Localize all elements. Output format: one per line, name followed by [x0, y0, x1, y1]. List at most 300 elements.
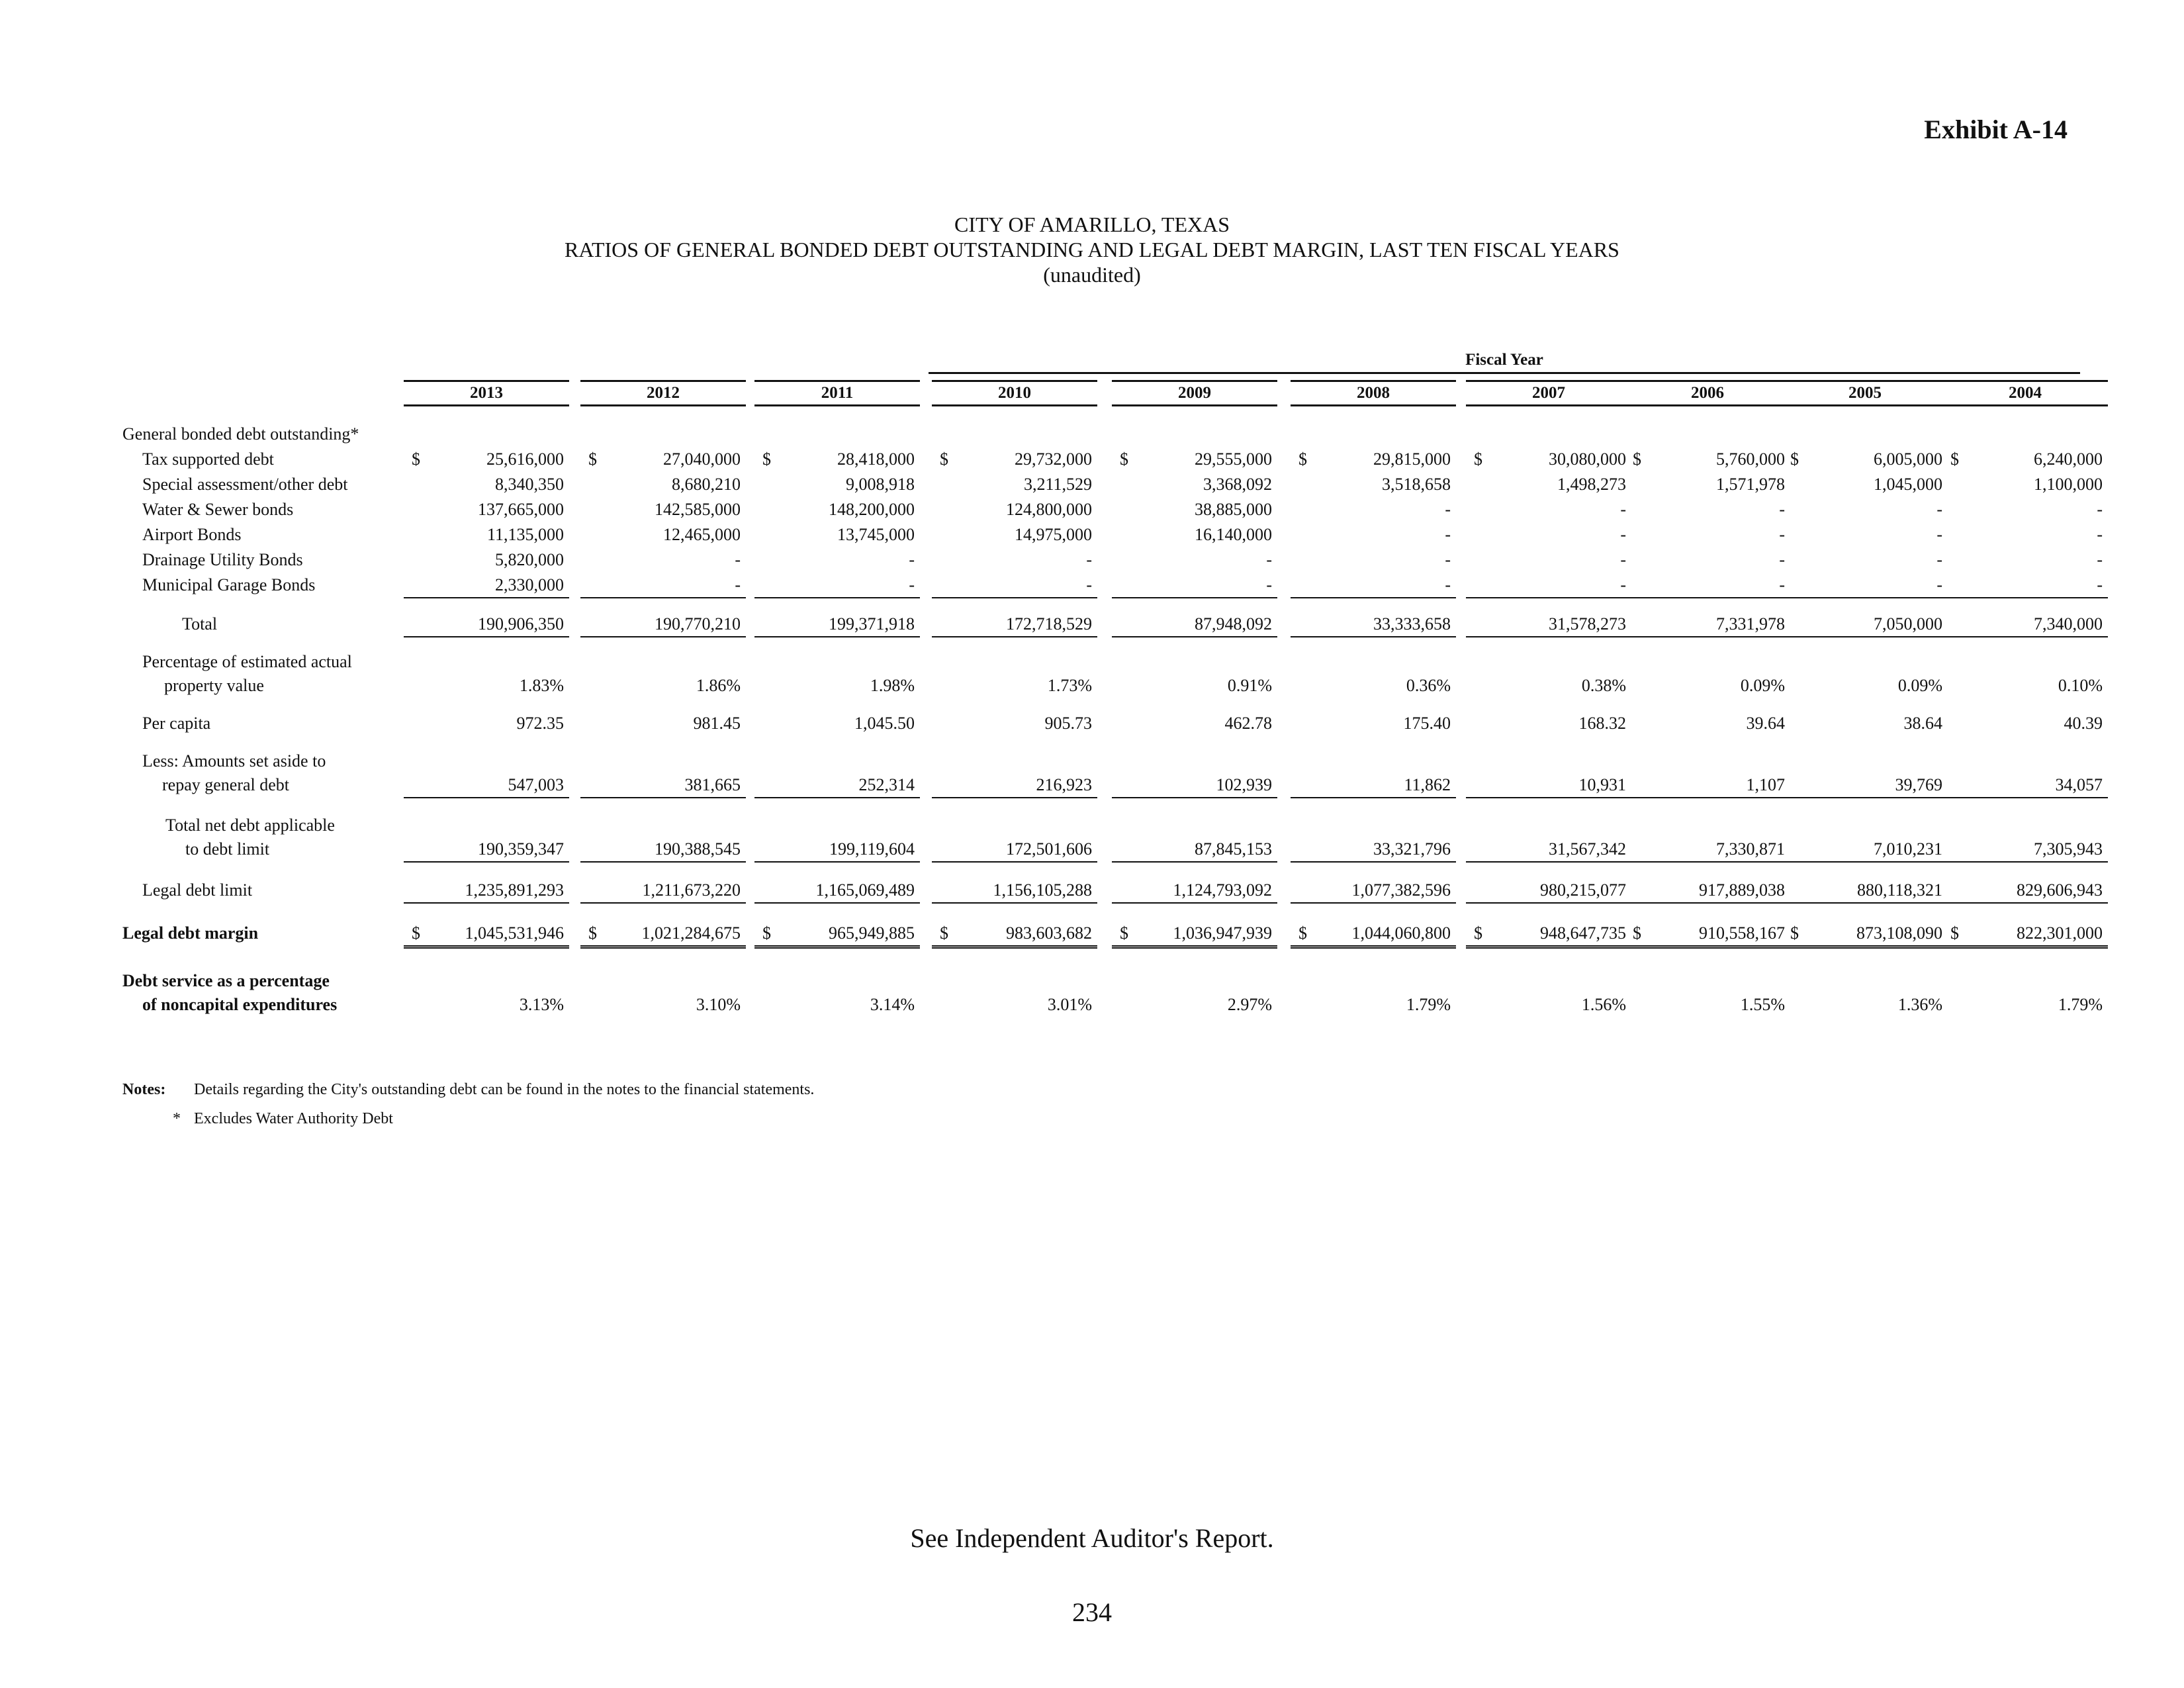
cell-value: 190,770,210 [655, 614, 741, 633]
cell-value: 27,040,000 [663, 449, 741, 469]
year-header-2004: 2004 [1942, 380, 2108, 406]
table-cell [1291, 837, 1456, 863]
auditor-report-footer: See Independent Auditor's Report. [910, 1523, 1274, 1553]
table-cell [1112, 498, 1277, 522]
cell-value: 87,845,153 [1195, 839, 1272, 859]
cell-value: 983,603,682 [1006, 923, 1092, 943]
cell-value: 910,558,167 [1699, 923, 1785, 943]
cell-value: - [1779, 500, 1785, 519]
cell-value: 13,745,000 [837, 525, 915, 544]
table-cell [404, 837, 569, 863]
table-cell [932, 447, 1097, 471]
row-label-1: Special assessment/other debt [142, 475, 348, 494]
table-cell [1782, 773, 1948, 798]
table-cell [580, 921, 746, 949]
dollar-sign: $ [1950, 923, 1959, 943]
cell-value: 0.91% [1227, 676, 1272, 695]
row-label-13-line2: of noncapital expenditures [142, 995, 338, 1014]
table-cell [1942, 921, 2108, 949]
year-header-2012: 2012 [580, 380, 746, 406]
table-cell [1291, 921, 1456, 949]
cell-value: 7,340,000 [2034, 614, 2103, 633]
table-cell [1782, 473, 1948, 496]
cell-value: - [1936, 550, 1942, 569]
row-label-13-line1: Debt service as a percentage [122, 971, 330, 990]
row-label-10-line1: Total net debt applicable [165, 816, 335, 835]
cell-value: 1.83% [519, 676, 564, 695]
cell-value: 11,862 [1404, 775, 1451, 794]
cell-value: 880,118,321 [1856, 880, 1942, 900]
cell-value: 199,371,918 [829, 614, 915, 633]
fiscal-year-rule [929, 372, 2080, 374]
table-cell [1466, 878, 1631, 904]
cell-value: 1.73% [1047, 676, 1092, 695]
cell-value: 2,330,000 [495, 575, 564, 594]
table-cell [1291, 473, 1456, 496]
year-header-2011: 2011 [754, 380, 920, 406]
cell-value: 1,021,284,675 [641, 923, 741, 943]
cell-value: 148,200,000 [829, 500, 915, 519]
table-cell [932, 773, 1097, 798]
row-label-0: Tax supported debt [142, 449, 274, 469]
table-cell [1112, 712, 1277, 735]
table-cell [932, 573, 1097, 598]
table-cell [1942, 498, 2108, 522]
cell-value: 1,045,531,946 [465, 923, 564, 943]
cell-value: 172,718,529 [1006, 614, 1092, 633]
row-label-6: Total [182, 614, 218, 633]
table-cell [1291, 712, 1456, 735]
row-label-8: Per capita [142, 714, 211, 733]
table-cell [1782, 612, 1948, 637]
cell-value: - [1445, 575, 1451, 594]
table-cell [1112, 523, 1277, 547]
cell-value: 142,585,000 [655, 500, 741, 519]
cell-value: 38,885,000 [1195, 500, 1272, 519]
cell-value: - [1936, 575, 1942, 594]
table-cell [1466, 498, 1631, 522]
table-cell [1625, 921, 1790, 949]
cell-value: 0.10% [2058, 676, 2103, 695]
dollar-sign: $ [588, 923, 597, 943]
cell-value: 29,815,000 [1373, 449, 1451, 469]
cell-value: - [909, 575, 915, 594]
cell-value: 0.09% [1740, 676, 1785, 695]
cell-value: 462.78 [1224, 714, 1272, 733]
cell-value: 547,003 [508, 775, 564, 794]
cell-value: 31,567,342 [1549, 839, 1626, 859]
table-cell [1942, 612, 2108, 637]
table-cell [1625, 712, 1790, 735]
table-cell [1112, 473, 1277, 496]
table-cell [754, 612, 920, 637]
cell-value: 980,215,077 [1540, 880, 1626, 900]
cell-value: - [735, 550, 741, 569]
table-cell [754, 447, 920, 471]
table-cell [580, 993, 746, 1017]
section-label-general-bonded-debt: General bonded debt outstanding* [122, 424, 359, 444]
cell-value: 0.36% [1406, 676, 1451, 695]
table-cell [1112, 612, 1277, 637]
dollar-sign: $ [588, 449, 597, 469]
cell-value: 14,975,000 [1015, 525, 1092, 544]
dollar-sign: $ [1790, 449, 1799, 469]
table-cell [1782, 498, 1948, 522]
table-cell [1466, 993, 1631, 1017]
table-cell [1782, 878, 1948, 904]
table-cell [1782, 523, 1948, 547]
table-cell [754, 573, 920, 598]
cell-value: 1.79% [2058, 995, 2103, 1014]
table-cell [1625, 523, 1790, 547]
table-cell [1625, 674, 1790, 698]
table-cell [1782, 993, 1948, 1017]
cell-value: 172,501,606 [1006, 839, 1092, 859]
cell-value: 34,057 [2055, 775, 2103, 794]
table-cell [1782, 712, 1948, 735]
table-cell [1782, 921, 1948, 949]
cell-value: 1,045.50 [854, 714, 915, 733]
table-cell [1782, 573, 1948, 598]
row-label-7-line2: property value [164, 676, 264, 695]
table-cell [1942, 523, 2108, 547]
page-number: 234 [1072, 1597, 1112, 1627]
table-cell [404, 498, 569, 522]
report-title-block [0, 212, 2184, 287]
table-cell [404, 878, 569, 904]
table-cell [1112, 447, 1277, 471]
dollar-sign: $ [762, 923, 771, 943]
cell-value: 829,606,943 [2017, 880, 2103, 900]
year-header-2010: 2010 [932, 380, 1097, 406]
table-cell [1466, 523, 1631, 547]
cell-value: 124,800,000 [1006, 500, 1092, 519]
cell-value: 972.35 [516, 714, 564, 733]
cell-value: 1,235,891,293 [465, 880, 564, 900]
year-header-2007: 2007 [1466, 380, 1631, 406]
cell-value: 822,301,000 [2017, 923, 2103, 943]
cell-value: - [1620, 550, 1626, 569]
table-cell [1625, 612, 1790, 637]
cell-value: 190,359,347 [478, 839, 564, 859]
cell-value: 3,518,658 [1382, 475, 1451, 494]
cell-value: 3.10% [696, 995, 741, 1014]
year-header-2009: 2009 [1112, 380, 1277, 406]
cell-value: - [1779, 550, 1785, 569]
table-cell [754, 498, 920, 522]
cell-value: - [1936, 500, 1942, 519]
cell-value: 1.56% [1581, 995, 1626, 1014]
table-cell [1942, 878, 2108, 904]
cell-value: 38.64 [1903, 714, 1942, 733]
cell-value: 5,760,000 [1716, 449, 1785, 469]
row-label-12: Legal debt margin [122, 923, 259, 943]
dollar-sign: $ [412, 923, 420, 943]
table-cell [932, 612, 1097, 637]
row-label-5: Municipal Garage Bonds [142, 575, 316, 594]
cell-value: 199,119,604 [829, 839, 915, 859]
dollar-sign: $ [1298, 923, 1307, 943]
cell-value: - [1086, 575, 1092, 594]
cell-value: 39,769 [1895, 775, 1942, 794]
table-cell [1942, 548, 2108, 572]
cell-value: 29,555,000 [1195, 449, 1272, 469]
table-cell [1625, 773, 1790, 798]
notes-section [122, 1075, 814, 1133]
table-cell [1942, 993, 2108, 1017]
cell-value: 7,050,000 [1874, 614, 1942, 633]
cell-value: 1,211,673,220 [642, 880, 741, 900]
cell-value: - [909, 550, 915, 569]
cell-value: 216,923 [1036, 775, 1092, 794]
table-cell [580, 674, 746, 698]
cell-value: 3,368,092 [1203, 475, 1272, 494]
table-cell [1625, 878, 1790, 904]
table-cell [1942, 473, 2108, 496]
cell-value: 7,331,978 [1716, 614, 1785, 633]
row-label-2: Water & Sewer bonds [142, 500, 294, 519]
table-cell [754, 473, 920, 496]
year-header-2005: 2005 [1782, 380, 1948, 406]
row-label-3: Airport Bonds [142, 525, 242, 544]
cell-value: 381,665 [684, 775, 741, 794]
cell-value: - [1266, 575, 1272, 594]
cell-value: 8,680,210 [672, 475, 741, 494]
table-cell [404, 674, 569, 698]
table-cell [580, 447, 746, 471]
year-header-2006: 2006 [1625, 380, 1790, 406]
cell-value: 1,044,060,800 [1351, 923, 1451, 943]
cell-value: 252,314 [858, 775, 915, 794]
table-cell [932, 921, 1097, 949]
table-cell [1942, 674, 2108, 698]
cell-value: - [1620, 575, 1626, 594]
table-cell [404, 921, 569, 949]
cell-value: 0.38% [1581, 676, 1626, 695]
cell-value: 981.45 [693, 714, 741, 733]
cell-value: 25,616,000 [486, 449, 564, 469]
year-header-2008: 2008 [1291, 380, 1456, 406]
cell-value: - [1445, 500, 1451, 519]
table-cell [580, 712, 746, 735]
table-cell [1291, 674, 1456, 698]
table-cell [580, 612, 746, 637]
cell-value: 168.32 [1578, 714, 1626, 733]
cell-value: - [735, 575, 741, 594]
cell-value: 1,498,273 [1557, 475, 1626, 494]
exhibit-label: Exhibit A-14 [1924, 115, 2068, 144]
table-cell [404, 612, 569, 637]
table-cell [1291, 773, 1456, 798]
cell-value: 10,931 [1578, 775, 1626, 794]
cell-value: 190,906,350 [478, 614, 564, 633]
cell-value: 30,080,000 [1549, 449, 1626, 469]
cell-value: 905.73 [1044, 714, 1092, 733]
dollar-sign: $ [1633, 449, 1641, 469]
table-cell [754, 674, 920, 698]
notes-line-2: Excludes Water Authority Debt [194, 1110, 393, 1127]
dollar-sign: $ [1790, 923, 1799, 943]
row-label-9-line2: repay general debt [162, 775, 290, 794]
report-title: RATIOS OF GENERAL BONDED DEBT OUTSTANDING AND LEGAL DEBT MARGIN, LAST TEN FISCAL YEARS [565, 238, 1619, 261]
cell-value: 1,124,793,092 [1173, 880, 1272, 900]
dollar-sign: $ [1474, 923, 1482, 943]
table-cell [754, 548, 920, 572]
cell-value: 31,578,273 [1549, 614, 1626, 633]
table-cell [754, 523, 920, 547]
cell-value: 1.98% [870, 676, 915, 695]
city-title: CITY OF AMARILLO, TEXAS [954, 212, 1230, 236]
cell-value: 7,330,871 [1716, 839, 1785, 859]
dollar-sign: $ [1474, 449, 1482, 469]
cell-value: 965,949,885 [829, 923, 915, 943]
cell-value: 873,108,090 [1856, 923, 1942, 943]
table-cell [404, 573, 569, 598]
cell-value: 1,107 [1746, 775, 1785, 794]
table-cell [932, 674, 1097, 698]
table-cell [1466, 712, 1631, 735]
table-cell [1466, 921, 1631, 949]
table-cell [404, 548, 569, 572]
table-cell [1291, 523, 1456, 547]
table-cell [1942, 837, 2108, 863]
table-cell [1782, 548, 1948, 572]
cell-value: 7,010,231 [1874, 839, 1942, 859]
cell-value: 948,647,735 [1540, 923, 1626, 943]
dollar-sign: $ [1298, 449, 1307, 469]
cell-value: 137,665,000 [478, 500, 564, 519]
fiscal-year-label: Fiscal Year [1465, 351, 1543, 369]
dollar-sign: $ [940, 449, 948, 469]
cell-value: 190,388,545 [655, 839, 741, 859]
table-cell [932, 548, 1097, 572]
cell-value: 1,165,069,489 [815, 880, 915, 900]
table-cell [580, 773, 746, 798]
cell-value: - [2097, 500, 2103, 519]
table-cell [1625, 498, 1790, 522]
table-cell [404, 523, 569, 547]
cell-value: 9,008,918 [846, 475, 915, 494]
cell-value: 1.86% [696, 676, 741, 695]
table-cell [1466, 773, 1631, 798]
cell-value: 8,340,350 [495, 475, 564, 494]
cell-value: 1,045,000 [1874, 475, 1942, 494]
dollar-sign: $ [412, 449, 420, 469]
dollar-sign: $ [940, 923, 948, 943]
table-cell [1291, 447, 1456, 471]
cell-value: - [1936, 525, 1942, 544]
table-cell [1291, 993, 1456, 1017]
table-cell [1942, 447, 2108, 471]
cell-value: - [1445, 550, 1451, 569]
cell-value: - [2097, 550, 2103, 569]
notes-label: Notes: [122, 1081, 166, 1098]
row-label-10-line2: to debt limit [185, 839, 270, 859]
cell-value: 6,005,000 [1874, 449, 1942, 469]
cell-value: - [1620, 525, 1626, 544]
cell-value: 175.40 [1403, 714, 1451, 733]
cell-value: - [1779, 575, 1785, 594]
unaudited-note: (unaudited) [1043, 263, 1141, 287]
table-cell [1782, 837, 1948, 863]
cell-value: 1,077,382,596 [1351, 880, 1451, 900]
notes-line-1: Details regarding the City's outstanding debt can be found in the notes to the financial statements. [194, 1081, 815, 1098]
table-cell [932, 712, 1097, 735]
dollar-sign: $ [1950, 449, 1959, 469]
table-cell [1625, 573, 1790, 598]
table-cell [754, 921, 920, 949]
dollar-sign: $ [1633, 923, 1641, 943]
cell-value: 29,732,000 [1015, 449, 1092, 469]
table-cell [580, 548, 746, 572]
row-label-9-line1: Less: Amounts set aside to [142, 751, 326, 771]
table-cell [1112, 921, 1277, 949]
table-cell [754, 837, 920, 863]
cell-value: - [1779, 525, 1785, 544]
table-cell [580, 473, 746, 496]
table-cell [1942, 573, 2108, 598]
cell-value: 3.14% [870, 995, 915, 1014]
cell-value: 0.09% [1897, 676, 1942, 695]
table-cell [754, 773, 920, 798]
table-cell [1942, 712, 2108, 735]
table-cell [754, 993, 920, 1017]
cell-value: 1,100,000 [2034, 475, 2103, 494]
table-cell [1291, 612, 1456, 637]
table-cell [580, 878, 746, 904]
cell-value: 1,156,105,288 [993, 880, 1092, 900]
row-label-11: Legal debt limit [142, 880, 253, 900]
row-label-7-line1: Percentage of estimated actual [142, 652, 352, 671]
row-label-4: Drainage Utility Bonds [142, 550, 303, 569]
cell-value: - [1445, 525, 1451, 544]
table-cell [404, 447, 569, 471]
cell-value: 12,465,000 [663, 525, 741, 544]
table-cell [932, 498, 1097, 522]
table-cell [932, 878, 1097, 904]
table-cell [1112, 993, 1277, 1017]
table-cell [1112, 573, 1277, 598]
cell-value: 3.01% [1047, 995, 1092, 1014]
cell-value: 39.64 [1746, 714, 1785, 733]
cell-value: 1,036,947,939 [1173, 923, 1272, 943]
table-cell [1112, 773, 1277, 798]
table-cell [580, 837, 746, 863]
table-cell [580, 573, 746, 598]
table-cell [1466, 548, 1631, 572]
cell-value: 6,240,000 [2034, 449, 2103, 469]
table-cell [1466, 447, 1631, 471]
table-cell [1625, 473, 1790, 496]
table-cell [1291, 498, 1456, 522]
dollar-sign: $ [1120, 449, 1128, 469]
table-cell [1625, 447, 1790, 471]
table-cell [1942, 773, 2108, 798]
table-cell [1112, 878, 1277, 904]
cell-value: - [2097, 575, 2103, 594]
table-cell [932, 523, 1097, 547]
table-cell [1112, 837, 1277, 863]
cell-value: 1,571,978 [1716, 475, 1785, 494]
table-cell [580, 498, 746, 522]
table-cell [1112, 548, 1277, 572]
cell-value: 1.79% [1406, 995, 1451, 1014]
cell-value: 16,140,000 [1195, 525, 1272, 544]
table-cell [932, 993, 1097, 1017]
table-cell [1466, 837, 1631, 863]
cell-value: - [2097, 525, 2103, 544]
table-cell [1291, 573, 1456, 598]
